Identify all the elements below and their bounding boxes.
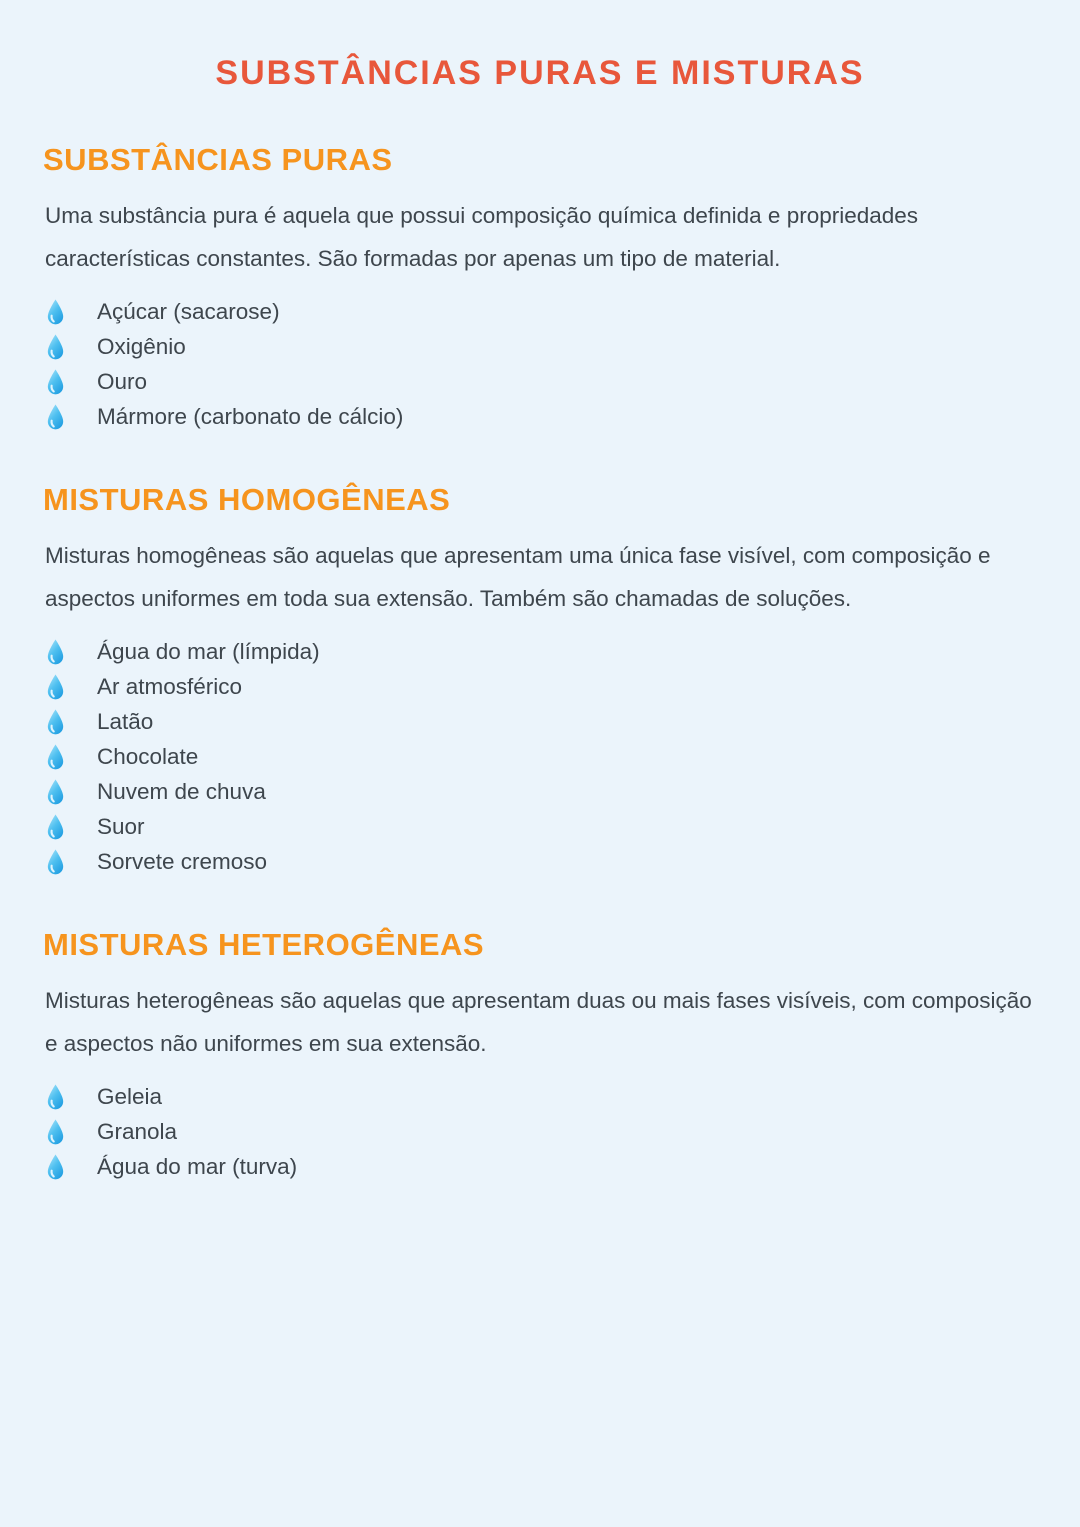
- list-item-label: Suor: [97, 813, 145, 839]
- list-item: [45, 669, 1037, 704]
- list-item: [45, 399, 1037, 434]
- section-heading: SUBSTÂNCIAS PURAS: [43, 142, 393, 177]
- droplet-icon: [45, 638, 66, 666]
- section: [43, 925, 1037, 1184]
- list-item-label: Nuvem de chuva: [97, 778, 266, 804]
- list-item: [45, 739, 1037, 774]
- list-item-label: Açúcar (sacarose): [97, 298, 280, 324]
- item-list: [45, 1079, 1037, 1184]
- droplet-icon: [45, 743, 66, 771]
- section-description: Misturas heterogêneas são aquelas que apresentam duas ou mais fases visíveis, com composição e aspectos não uniformes em sua extensão.: [45, 988, 1032, 1056]
- list-item-label: Água do mar (límpida): [97, 638, 320, 664]
- list-item: [45, 1114, 1037, 1149]
- list-item-label: Mármore (carbonato de cálcio): [97, 403, 404, 429]
- droplet-icon: [45, 1118, 66, 1146]
- list-item: [45, 1079, 1037, 1114]
- list-item-label: Latão: [97, 708, 154, 734]
- section-description: Uma substância pura é aquela que possui composição química definida e propriedades características constantes. São formadas por apenas um tipo de material.: [45, 203, 919, 271]
- list-item-label: Oxigênio: [97, 333, 186, 359]
- droplet-icon: [45, 403, 66, 431]
- item-list: [45, 634, 1037, 879]
- section: [43, 480, 1037, 879]
- list-item-label: Sorvete cremoso: [97, 848, 268, 874]
- section-heading: MISTURAS HOMOGÊNEAS: [43, 482, 451, 517]
- sections-container: [43, 140, 1037, 1184]
- page-title: SUBSTÂNCIAS PURAS E MISTURAS: [215, 54, 865, 92]
- droplet-icon: [45, 848, 66, 876]
- section-heading: MISTURAS HETEROGÊNEAS: [43, 927, 485, 962]
- list-item: [45, 634, 1037, 669]
- droplet-icon: [45, 298, 66, 326]
- droplet-icon: [45, 708, 66, 736]
- list-item: [45, 364, 1037, 399]
- list-item: [45, 809, 1037, 844]
- list-item: [45, 844, 1037, 879]
- list-item: [45, 774, 1037, 809]
- list-item-label: Ar atmosférico: [97, 673, 243, 699]
- droplet-icon: [45, 368, 66, 396]
- list-item-label: Granola: [97, 1118, 178, 1144]
- list-item: [45, 294, 1037, 329]
- section: [43, 140, 1037, 434]
- list-item: [45, 1149, 1037, 1184]
- list-item-label: Água do mar (turva): [97, 1153, 298, 1179]
- section-description: Misturas homogêneas são aquelas que apresentam uma única fase visível, com composição e aspectos uniformes em toda sua extensão. Também são chamadas de soluções.: [45, 543, 991, 611]
- list-item: [45, 329, 1037, 364]
- droplet-icon: [45, 778, 66, 806]
- droplet-icon: [45, 1083, 66, 1111]
- droplet-icon: [45, 333, 66, 361]
- list-item-label: Chocolate: [97, 743, 199, 769]
- droplet-icon: [45, 813, 66, 841]
- item-list: [45, 294, 1037, 434]
- list-item-label: Geleia: [97, 1083, 163, 1109]
- droplet-icon: [45, 1153, 66, 1181]
- droplet-icon: [45, 673, 66, 701]
- list-item: [45, 704, 1037, 739]
- list-item-label: Ouro: [97, 368, 148, 394]
